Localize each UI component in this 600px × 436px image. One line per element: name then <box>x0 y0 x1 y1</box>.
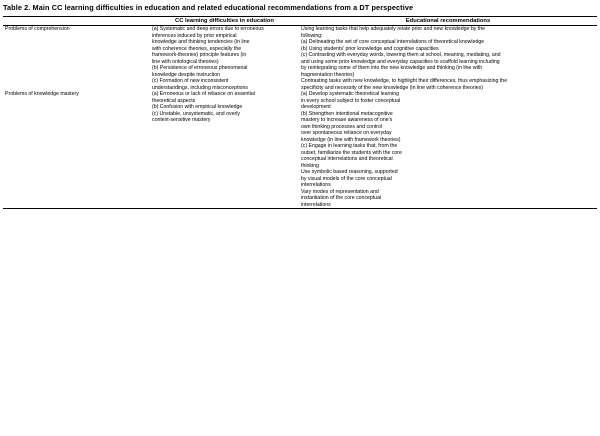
difficulty-line: (c) Formation of new inconsistent <box>152 78 229 84</box>
difficulty-line: understandings, including misconceptions <box>152 84 249 91</box>
difficulty-line: context-sensitive mastery <box>152 117 211 123</box>
recommendation-line: knowledge (in line with framework theories) <box>301 136 401 143</box>
category-label: Problems of knowledge mastery <box>5 91 79 97</box>
recommendations-cell <box>299 91 597 209</box>
table-row <box>3 91 597 209</box>
header-difficulties: CC learning difficulties in education <box>150 17 299 26</box>
header-empty <box>3 17 150 26</box>
recommendation-line: development <box>301 104 331 110</box>
table-header-row <box>3 17 597 26</box>
recommendation-line: outset, familiarize the students with the core <box>301 149 402 156</box>
difficulty-line: framework-theories) principle features (in <box>152 52 247 58</box>
recommendation-line: by reintegrating some of them into the new knowledge and thinking (in line with <box>301 65 483 71</box>
recommendation-line: own thinking processes and control <box>301 123 383 130</box>
recommendation-line: in every school subject to foster conceptual <box>301 97 401 104</box>
recommendation-line: over spontaneous reliance on everyday <box>301 130 392 136</box>
recommendation-line: specificity and necessity of the new knowledge (in line with coherence theories) <box>301 84 483 91</box>
recommendations-table <box>3 16 597 209</box>
recommendation-line: (b) Using students' prior knowledge and cognitive capacities <box>301 45 439 52</box>
difficulty-line: (a) Erroneous or lack of reliance on essential <box>152 91 255 97</box>
recommendation-line: and using some prior knowledge and everyday capacities to scaffold learning including <box>301 58 500 65</box>
difficulty-line: (a) Systematic and deep errors due to erroneous <box>152 26 264 32</box>
recommendation-line: (a) Delineating the set of core conceptual interrelations of theoretical knowledge <box>301 39 485 45</box>
recommendation-line: interrelations <box>301 201 331 208</box>
recommendation-line: Use symbolic based reasoning, supported <box>301 169 398 175</box>
difficulty-line: (b) Persistence of erroneous phenomenal <box>152 65 248 71</box>
row-category <box>3 26 150 92</box>
difficulty-line: inferences induced by prior empirical <box>152 32 237 39</box>
difficulty-line: knowledge and thinking tendencies (in line <box>152 39 250 45</box>
recommendation-line: (c) Contrasting with everyday words, lowering them at school, meaning, mediating, and <box>301 52 501 58</box>
recommendation-line: Contrasting tasks with new knowledge, to highlight their differences, thus emphasizing the <box>301 78 508 84</box>
recommendation-line: fragmentation theories) <box>301 71 355 78</box>
row-category <box>3 91 150 209</box>
difficulty-line: with coherence theories, especially the <box>152 45 242 52</box>
recommendation-line: conceptual interrelations and theoretical <box>301 156 393 162</box>
recommendation-line: Vary modes of representation and <box>301 188 379 195</box>
difficulties-cell <box>150 91 299 209</box>
recommendation-line: following: <box>301 32 323 39</box>
difficulty-line: (b) Confusion with empirical knowledge <box>152 104 243 110</box>
category-label: Problems of comprehension <box>5 26 70 32</box>
difficulties-cell <box>150 26 299 92</box>
header-recommendations: Educational recommendations <box>299 17 597 26</box>
difficulty-line: (c) Unstable, unsystematic, and overly <box>152 110 240 117</box>
difficulty-line: theoretical aspects <box>152 97 196 104</box>
recommendation-line: Using learning tasks that help adequately relate prior and new knowledge by the <box>301 26 485 32</box>
recommendation-line: thinking <box>301 162 319 169</box>
difficulty-line: knowledge despite instruction <box>152 71 221 78</box>
recommendation-line: mastery to increase awareness of one's <box>301 117 393 123</box>
recommendation-line: (b) Strengthen intentional metacognitive <box>301 110 393 117</box>
difficulty-line: line with ontological theories) <box>152 58 219 65</box>
table-row <box>3 26 597 92</box>
table-caption: Table 2. Main CC learning difficulties in education and related educational recommendations from a DT perspective <box>3 3 414 12</box>
recommendations-cell <box>299 26 597 92</box>
recommendation-line: (c) Engage in learning tasks that, from the <box>301 143 398 149</box>
recommendation-line: instantiation of the core conceptual <box>301 195 382 201</box>
recommendation-line: by visual models of the core conceptual <box>301 175 392 182</box>
recommendation-line: interrelations <box>301 182 331 188</box>
recommendation-line: (a) Develop systematic theoretical learning <box>301 91 400 97</box>
